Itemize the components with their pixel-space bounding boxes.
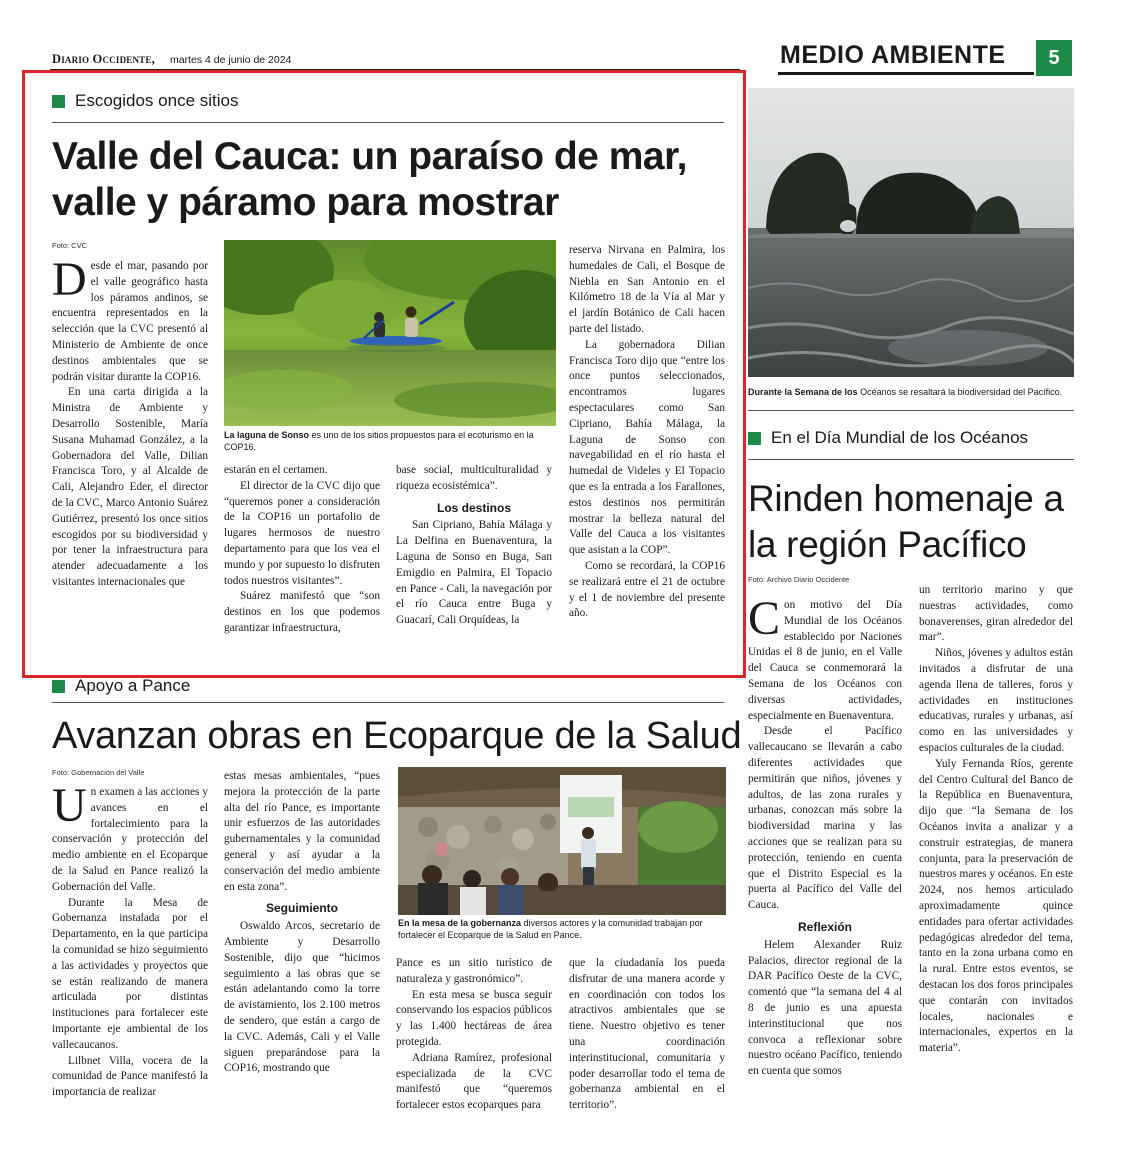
article2-col1	[748, 592, 902, 1080]
page-number: 5	[1036, 40, 1072, 76]
article2-kicker	[748, 428, 1028, 448]
paragraph: base social, multiculturalidad y riqueza ecosistémica”.	[396, 464, 552, 492]
paragraph: Yuly Fernanda Ríos, gerente del Centro Cultural del Banco de la República en Buenaventura, dijo que “la Semana de los Océanos invita a analizar y a construir estrategias, de manera conjunta, para la preservación de nuestros mares y océanos. En este 2024, nos hemos articulado aproximadamente quince entidades para ofertar actividades pedagógicas alrededor del tema, tanto en la zona urbana como en la rural. Entre estos eventos, se destacan los dos foros principales que contarán con invitados locales, nacionales e internacionales, expertos en la materia”.	[919, 757, 1073, 1055]
article3-col1	[52, 779, 208, 1101]
paragraph: Helem Alexander Ruiz Palacios, director regional de la DAR Pacífico Oeste de la CVC, comentó que “la semana del 4 al 8 de junio es una apuesta interinstitucional que nos convoca a reflexionar sobre nuestro océano Pacífico, teniendo en cuenta que somos	[748, 938, 902, 1078]
paragraph: esde el mar, pasando por el valle geográfico hasta los páramos andinos, se encuentra representados en la selección que la CVC presentó al Ministerio de Ambiente de once destinos ambientales que se podrán visitar durante la COP16.	[52, 260, 208, 383]
subhead: Reflexión	[797, 919, 852, 934]
paragraph: estarán en el certamen.	[224, 464, 328, 476]
article1-credit: Foto: CVC	[52, 241, 88, 250]
kicker-square-icon	[52, 680, 65, 693]
article3-credit: Foto: Gobernación del Valle	[52, 768, 145, 777]
paragraph: Niños, jóvenes y adultos están invitados a disfrutar de una agenda llena de talleres, foros y actividades en instituciones educativas, rurales y urbanas, así como en las universidades y espacios culturales de la ciudad.	[919, 647, 1073, 754]
pacific-ocean-caption	[748, 387, 1074, 399]
article2-col2	[919, 583, 1073, 1057]
kicker-square-icon	[748, 432, 761, 445]
dropcap: C	[748, 592, 781, 645]
pacific-ocean-photo	[748, 88, 1074, 377]
paragraph: que la ciudadanía los pueda disfrutar de una manera acorde y en coordinación con todos los atractivos ambientales que se tiene. Nuestro objetivo es tener una coordinación interinstitucional, comunitaria y poder desarrollar todo el tema de gobernanza ambiental en el territorio”.	[569, 957, 725, 1112]
paragraph: Pance es un sitio turístico de naturaleza y gastronómico”.	[396, 957, 552, 985]
article3-rule	[52, 702, 724, 703]
paragraph: Suárez manifestó que “son destinos en los que podemos garantizar infraestructura,	[224, 590, 380, 634]
article3-col4	[569, 956, 725, 1114]
gobernanza-meeting-photo	[398, 767, 726, 915]
caption-lead: En la mesa de la gobernanza	[398, 918, 522, 928]
section-title: MEDIO AMBIENTE	[780, 41, 1006, 69]
caption-text: Océanos se resaltará la biodiversidad del Pacífico.	[860, 387, 1063, 397]
dropcap: U	[52, 779, 87, 832]
caption-text: diversos actores y la comunidad trabajan por fortalecer el Ecoparque de la Salud en Pance.	[398, 918, 703, 940]
article3-kicker-text: Apoyo a Pance	[75, 676, 191, 695]
paragraph: Desde el Pacífico vallecaucano se llevarán a cabo diferentes actividades que permitirán que niños, jóvenes y adultos, de las zona rurales y urbanas, conozcan más sobre la biodiversidad marina y las acciones que se realizan para su protección, teniendo en cuenta que el Distrito Especial es la puerta al Pacífico del Valle del Cauca.	[748, 725, 902, 912]
paragraph: Lilbnet Villa, vocera de la comunidad de Pance manifestó la importancia de realizar	[52, 1054, 208, 1099]
paragraph: reserva Nirvana en Palmira, los humedales de Cali, el Bosque de Niebla en San Antonio en el Kilómetro 18 de la Vía al Mar y el jardín Botánico de Cali hacen parte del listado.	[569, 244, 725, 335]
article1-kicker-text: Escogidos once sitios	[75, 91, 239, 110]
paragraph: En una carta dirigida a la Ministra de Ambiente y Desarrollo Sostenible, María Susana Muhamad González, a la Gobernadora del Valle, Dilian Francisca Toro, y al Alcalde de Cali, Alejandro Eder, el director de la CVC, Marco Antonio Suárez Gutiérrez, presentó los once sitios escogidos por su biodiversidad y por tener la infraestructura para atender adecuadamente a los visitantes internacionales que	[52, 386, 208, 588]
article3-col2	[224, 769, 380, 1077]
paragraph: Oswaldo Arcos, secretario de Ambiente y Desarrollo Sostenible, dijo que “hicimos seguimiento a las obras que se están adelantando como la torre de avistamiento, los 2.100 metros de sendero, que están a cargo de la CVC. Además, Cali y el Valle siguen preparándose para la COP16, mostrando que	[224, 920, 380, 1075]
gobernanza-caption	[398, 918, 726, 941]
paragraph: Como se recordará, la COP16 se realizará entre el 21 de octubre y el 1 de noviembre del presente año.	[569, 559, 725, 620]
article3-kicker	[52, 676, 190, 696]
article3-col3	[396, 956, 552, 1114]
section-rule	[778, 72, 1034, 75]
paragraph: un territorio marino y que nuestras actividades, como bonaverenses, giran alrededor del mar”.	[919, 584, 1073, 644]
subhead: Los destinos	[436, 500, 511, 515]
article1-headline: Valle del Cauca: un paraíso de mar, valle y páramo para mostrar	[52, 135, 687, 224]
caption-lead: Durante la Semana de los	[748, 387, 858, 397]
paragraph: El director de la CVC dijo que “queremos poner a consideración de la COP16 un portafolio de lugares hermosos de nuestro departamento para que los vea el mundo y por supuesto lo disfruten todos nuestros visitantes”.	[224, 479, 380, 587]
article3-headline: Avanzan obras en Ecoparque de la Salud	[52, 715, 742, 757]
right-rule	[748, 410, 1074, 411]
paragraph: Adriana Ramírez, profesional especializada de la CVC manifestó que “queremos fortalecer estos ecoparques para	[396, 1051, 552, 1112]
paragraph: En esta mesa se busca seguir conservando los espacios públicos y las 1.400 hectáreas de área protegida.	[396, 988, 552, 1048]
paragraph: San Cipriano, Bahía Málaga y La Delfina en Buenaventura, la Laguna de Sonso en Buga, San Emigdio en Palmira, El Topacio en Pance - Cali, la navegación por el río Cauca entre Buga y Guacarí, Cali Orquídeas, la	[396, 519, 552, 627]
paragraph: n examen a las acciones y avances en el fortalecimiento para la conservación y protección del medio ambiente en el Ecoparque de la Salud en Pance realizó la Gobernación del Valle.	[52, 786, 208, 893]
paragraph: on motivo del Día Mundial de los Océanos establecido por Naciones Unidas el 8 de junio, en el Valle del Cauca se conmemorará la Semana de los Océanos con diversas actividades, especialmente en Buenaventura.	[748, 599, 902, 722]
article2-kicker-text: En el Día Mundial de los Océanos	[771, 428, 1029, 447]
subhead: Seguimiento	[265, 901, 338, 916]
paragraph: estas mesas ambientales, “pues mejora la protección de la parte alta del río Pance, es importante unir esfuerzos de las autoridades gubernamentales y la comunidad general y así ayudar a la conservación del medio ambiente en esta zona”.	[224, 770, 380, 893]
caption-lead: La laguna de Sonso	[224, 430, 310, 440]
paragraph: Durante la Mesa de Gobernanza instalada por el Departamento, en la que participa la comunidad se hizo seguimiento a las actividades y proyectos que se están realizando de manera articulada por distintas instituciones para fortalecer este importante eje ambiental de los vallecaucanos.	[52, 896, 208, 1051]
caption-text: es uno de los sitios propuestos para el ecoturismo en la COP16.	[224, 430, 534, 452]
article2-credit: Foto: Archivo Diario Occidente	[748, 575, 850, 584]
article2-rule	[748, 459, 1074, 460]
masthead-name: Diario Occidente,	[52, 52, 155, 66]
paragraph: La gobernadora Dilian Francisca Toro dijo que “entre los once puntos seleccionados, encontramos lugares espectaculares como San Cipriano, Bahía Málaga, la Laguna de Sonso con navegabilidad en el río hasta el humedal de Videles y El Topacio que es la entrada a los Farallones, estos destinos nos permitirán mostrar la belleza natural del Valle del Cauca a los visitantes que asistan a la COP”.	[569, 338, 725, 557]
highlight-box	[22, 70, 746, 678]
masthead-date: martes 4 de junio de 2024	[170, 54, 292, 66]
article2-headline: Rinden homenaje a la región Pacífico	[748, 478, 1064, 565]
dropcap: D	[52, 253, 87, 306]
